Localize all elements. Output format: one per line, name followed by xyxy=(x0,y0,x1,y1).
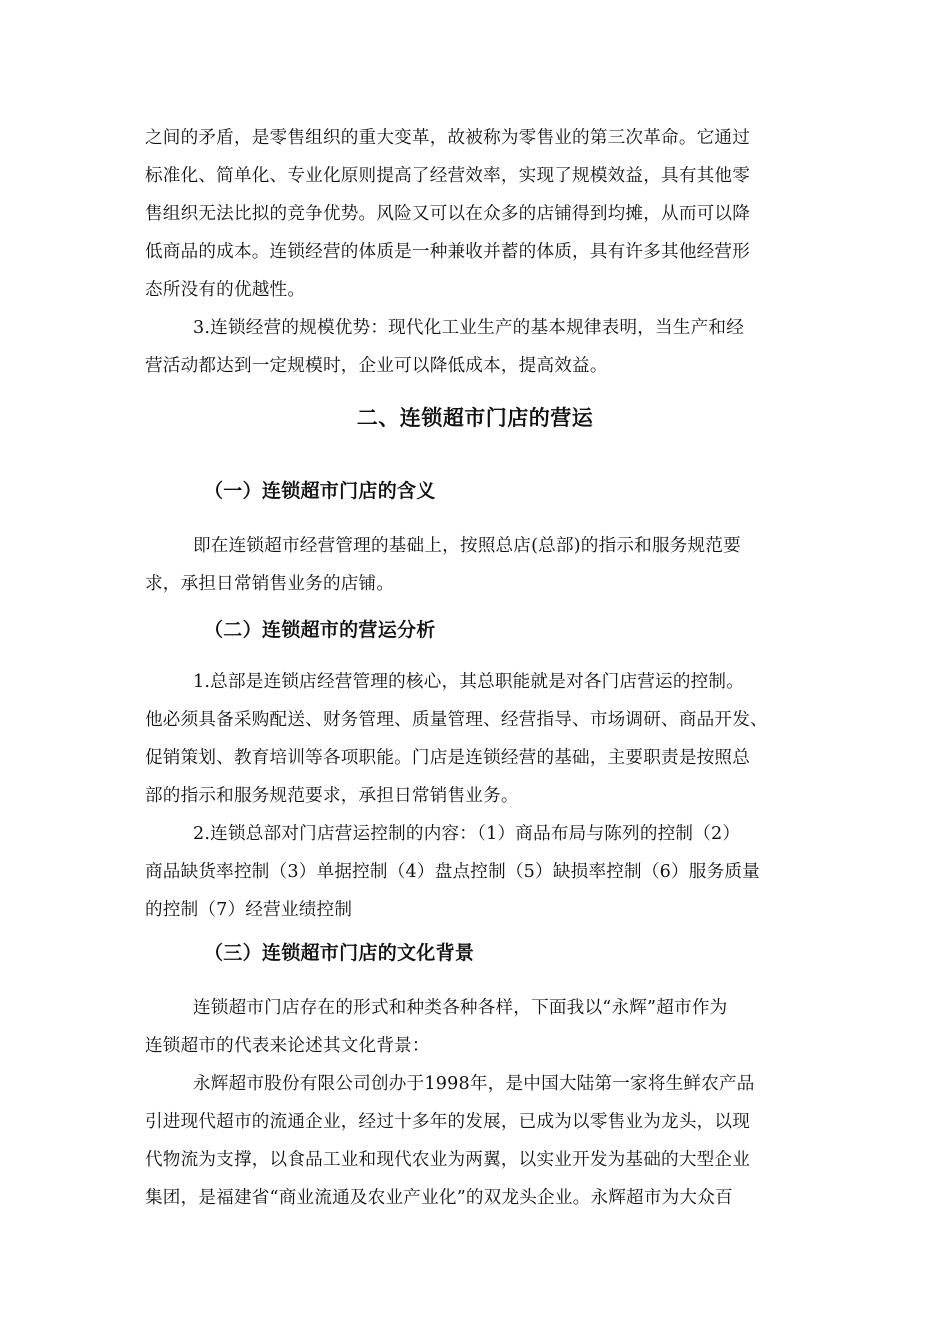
scale-paragraph-line: 3.连锁经营的规模优势：现代化工业生产的基本规律表明，当生产和经 xyxy=(193,318,745,338)
subsection-2-paragraph-line: 2.连锁总部对门店营运控制的内容：（1）商品布局与陈列的控制（2） xyxy=(193,824,741,844)
subsection-title-2: （二）连锁超市的营运分析 xyxy=(204,619,436,641)
subsection-1-paragraph-line: 即在连锁超市经营管理的基础上，按照总店(总部)的指示和服务规范要 xyxy=(193,536,741,556)
subsection-title-3: （三）连锁超市门店的文化背景 xyxy=(204,942,475,964)
intro-paragraph-line: 之间的矛盾，是零售组织的重大变革，故被称为零售业的第三次革命。它通过 xyxy=(145,128,750,148)
subsection-3-paragraph-line: 连锁超市的代表来论述其文化背景： xyxy=(145,1036,430,1056)
subsection-1-paragraph-line: 求，承担日常销售业务的店铺。 xyxy=(145,574,395,594)
subsection-3-paragraph-line: 引进现代超市的流通企业，经过十多年的发展，已成为以零售业为龙头，以现 xyxy=(145,1112,750,1132)
subsection-2-paragraph-line: 1.总部是连锁店经营管理的核心，其总职能就是对各门店营运的控制。 xyxy=(193,672,745,692)
intro-paragraph-line: 标准化、简单化、专业化原则提高了经营效率，实现了规模效益，具有其他零 xyxy=(145,166,750,186)
subsection-3-paragraph-line: 连锁超市门店存在的形式和种类各种各样，下面我以“永辉”超市作为 xyxy=(193,998,728,1018)
subsection-title-1: （一）连锁超市门店的含义 xyxy=(204,480,436,502)
subsection-2-paragraph-line: 促销策划、教育培训等各项职能。门店是连锁经营的基础，主要职责是按照总 xyxy=(145,748,750,768)
intro-paragraph-line: 售组织无法比拟的竞争优势。风险又可以在众多的店铺得到均摊，从而可以降 xyxy=(145,204,750,224)
subsection-2-paragraph-line: 他必须具备采购配送、财务管理、质量管理、经营指导、市场调研、商品开发、 xyxy=(145,710,768,730)
intro-paragraph-line: 低商品的成本。连锁经营的体质是一种兼收并蓄的体质，具有许多其他经营形 xyxy=(145,242,750,262)
subsection-2-paragraph-line: 的控制（7）经营业绩控制 xyxy=(145,900,353,920)
subsection-3-paragraph-line: 永辉超市股份有限公司创办于1998年，是中国大陆第一家将生鲜农产品 xyxy=(193,1074,755,1094)
subsection-3-paragraph-line: 代物流为支撑，以食品工业和现代农业为两翼，以实业开发为基础的大型企业 xyxy=(145,1150,750,1170)
intro-paragraph-line: 态所没有的优越性。 xyxy=(145,280,306,300)
section-title: 二、连锁超市门店的营运 xyxy=(356,406,594,430)
subsection-2-paragraph-line: 部的指示和服务规范要求，承担日常销售业务。 xyxy=(145,786,519,806)
scale-paragraph-line: 营活动都达到一定规模时，企业可以降低成本，提高效益。 xyxy=(145,356,608,376)
subsection-3-paragraph-line: 集团，是福建省“商业流通及农业产业化”的双龙头企业。永辉超市为大众百 xyxy=(145,1188,733,1208)
subsection-2-paragraph-line: 商品缺货率控制（3）单据控制（4）盘点控制（5）缺损率控制（6）服务质量 xyxy=(145,862,760,882)
